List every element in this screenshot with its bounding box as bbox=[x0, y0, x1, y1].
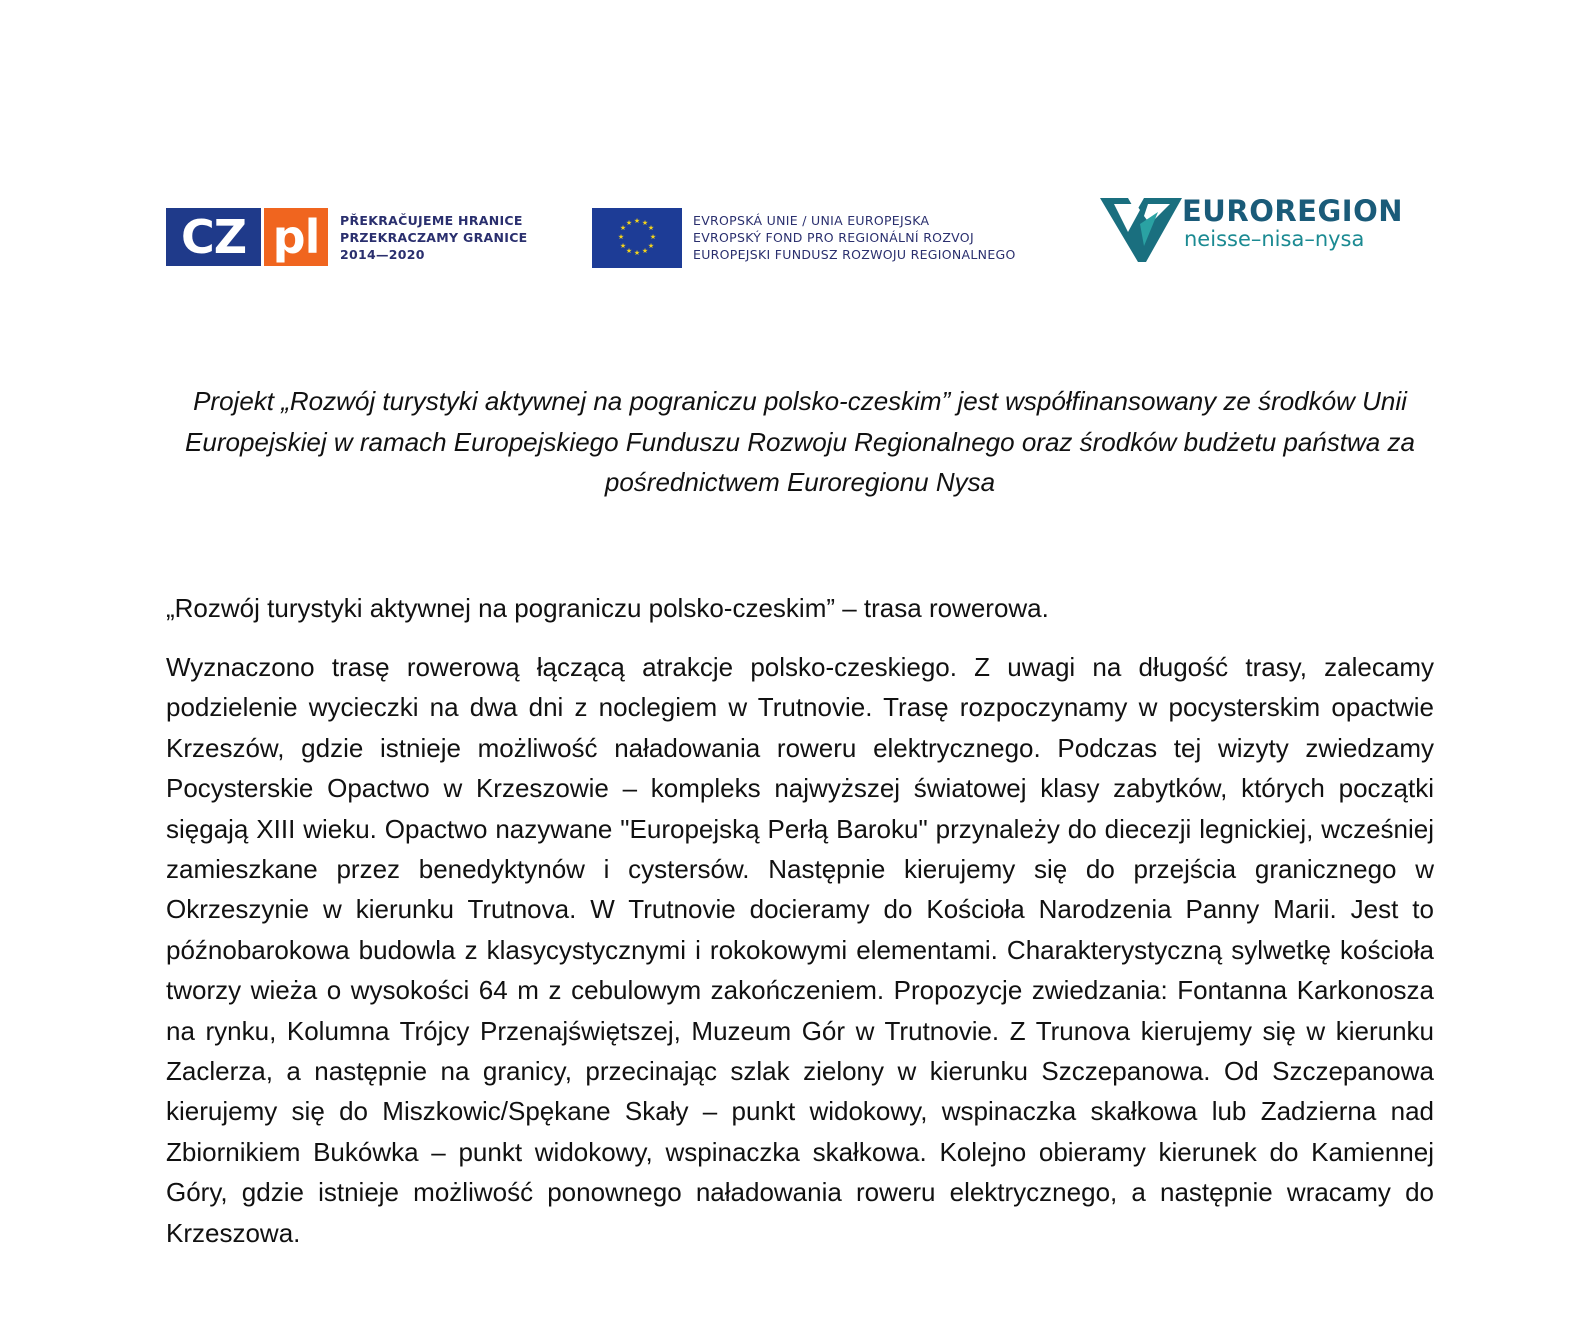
document-heading: „Rozwój turystyki aktywnej na pograniczu polsko-czeskim” – trasa rowerowa. bbox=[166, 593, 1049, 623]
eu-flag-icon bbox=[592, 208, 682, 268]
svg-text:★: ★ bbox=[641, 247, 649, 255]
eu-logo-line: EUROPEJSKI FUNDUSZ ROZWOJU REGIONALNEGO bbox=[693, 247, 1016, 262]
svg-text:★: ★ bbox=[617, 233, 625, 241]
funding-statement: Projekt „Rozwój turystyki aktywnej na pograniczu polsko-czeskim” jest współfinansowany ze środków Unii Europejskiej w ramach Europejskiego Funduszu Rozwoju Regionalnego oraz środków budżetu państwa za pośrednictwem Euroregionu Nysa bbox=[185, 386, 1415, 497]
czpl-logo-line: PŘEKRAČUJEME HRANICE bbox=[340, 213, 523, 228]
logo-strip bbox=[0, 0, 1595, 300]
svg-text:★: ★ bbox=[625, 247, 633, 255]
euroregion-subtitle: neisse–nisa–nysa bbox=[1184, 227, 1365, 251]
svg-text:★: ★ bbox=[633, 249, 641, 257]
czpl-logo-cz: CZ bbox=[166, 208, 261, 266]
euroregion-mark-icon bbox=[1100, 194, 1182, 264]
czpl-logo-line: PRZEKRACZAMY GRANICE bbox=[340, 230, 528, 245]
eu-logo-text bbox=[693, 212, 1073, 263]
svg-text:★: ★ bbox=[619, 224, 627, 232]
czpl-logo-text bbox=[340, 212, 560, 263]
route-description: Wyznaczono trasę rowerową łączącą atrakcje polsko-czeskiego. Z uwagi na długość trasy, zalecamy podzielenie wycieczki na dwa dni z noclegiem w Trutnovie. Trasę rozpoczynamy w pocysterskim opactwie Krzeszów, gdzie istnieje możliwość naładowania roweru elektrycznego. Podczas tej wizyty zwiedzamy Pocysterskie Opactwo w Krzeszowie – kompleks najwyższej światowej klasy zabytków, których początki sięgają XIII wieku. Opactwo nazywane "Europejską Perłą Baroku" przynależy do diecezji legnickiej, wcześniej zamieszkane przez benedyktynów i cystersów. Następnie kierujemy się do przejścia granicznego w Okrzeszynie w kierunku Trutnova. W Trutnovie docieramy do Kościoła Narodzenia Panny Marii. Jest to późnobarokowa budowla z klasycystycznymi i rokokowymi elementami. Charakterystyczną sylwetkę kościoła tworzy wieża o wysokości 64 m z cebulowym zakończeniem. Propozycje zwiedzania: Fontanna Karkonosza na rynku, Kolumna Trójcy Przenajświętszej, Muzeum Gór w Trutnovie. Z Trunova kierujemy się w kierunku Zaclerza, a następnie na granicy, przecinając szlak zielony w kierunku Szczepanowa. Od Szczepanowa kierujemy się do Miszkowic/Spękane Skały – punkt widokowy, wspinaczka skałkowa lub Zadzierna nad Zbiornikiem Bukówka – punkt widokowy, wspinaczka skałkowa. Kolejno obieramy kierunek do Kamiennej Góry, gdzie istnieje możliwość ponownego naładowania roweru elektrycznego, a następnie wracamy do Krzeszowa. bbox=[166, 652, 1434, 1248]
svg-text:★: ★ bbox=[633, 217, 641, 225]
eu-logo-line: EVROPSKÁ UNIE / UNIA EUROPEJSKA bbox=[693, 213, 930, 228]
eu-logo-line: EVROPSKÝ FOND PRO REGIONÁLNÍ ROZVOJ bbox=[693, 230, 974, 245]
euroregion-name: EUROREGION bbox=[1182, 194, 1403, 228]
czpl-logo-pl: pl bbox=[264, 208, 328, 266]
svg-text:★: ★ bbox=[649, 233, 657, 241]
svg-text:★: ★ bbox=[625, 219, 633, 227]
svg-text:★: ★ bbox=[647, 242, 655, 250]
svg-text:★: ★ bbox=[641, 219, 649, 227]
svg-text:★: ★ bbox=[647, 224, 655, 232]
czpl-logo-line: 2014—2020 bbox=[340, 247, 425, 262]
svg-text:★: ★ bbox=[619, 242, 627, 250]
